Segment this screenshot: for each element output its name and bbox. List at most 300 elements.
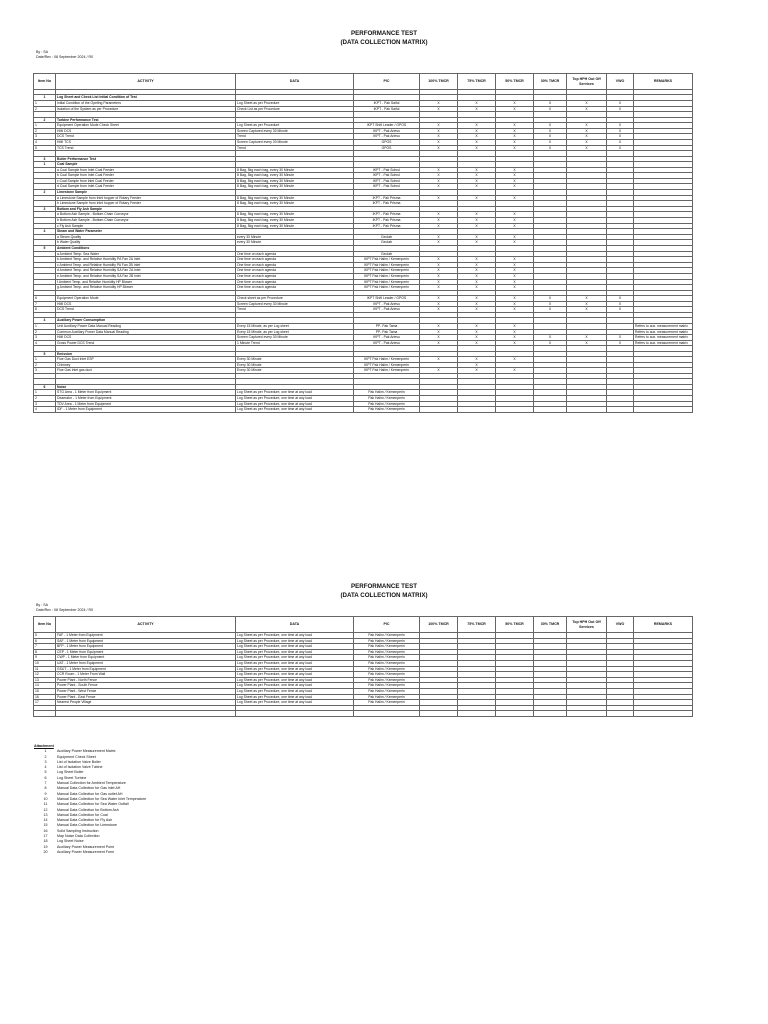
load-mark-cell: X	[534, 128, 567, 134]
attachment-number: 17	[43, 834, 48, 839]
data-cell: 8 Bag, 5kg each bag, every 30 Minute	[236, 212, 354, 218]
attachment-number: 11	[43, 802, 48, 807]
data-cell: 8 Bag, 5kg each bag, every 30 Minute	[236, 184, 354, 190]
load-mark-cell: X	[458, 268, 496, 274]
attachment-label: Manual Data Collection for Gas inlet AH	[57, 786, 121, 791]
activity-cell: e Ambient Temp. and Relative Humidity SA Fan 2B Inlet	[56, 273, 236, 279]
attachment-number: 9	[44, 791, 47, 796]
activity-cell: SAF - 1 Meter from Equipment	[56, 638, 236, 644]
data-cell: Every 30 Minute	[236, 368, 354, 374]
data-cell: Every 15 Minute, as per Log sheet	[236, 323, 354, 329]
load-mark-cell: X	[420, 167, 458, 173]
load-mark-cell: X	[420, 279, 458, 285]
activity-cell: BFP - 1 Meter from Equipment	[56, 644, 236, 650]
data-cell: Log Sheet as per Procedure, one time at any load	[236, 401, 354, 407]
pic-cell	[354, 711, 420, 716]
activity-cell: STG Area - 1 Meter from Equipment	[56, 390, 236, 396]
attachment-label: Manual Data Collection for Limestone	[57, 823, 117, 828]
data-cell: Log Sheet as per Procedure, one time at any load	[236, 700, 354, 706]
attachment-number: 4	[44, 765, 47, 770]
attachment-label: Manual Data Collection for Bottom Ash	[57, 807, 119, 812]
data-cell: 8 Bag, 5kg each bag, every 30 Minute	[236, 173, 354, 179]
activity-cell: d Coal Sample from Inlet Coal Feeder	[56, 184, 236, 190]
column-header: 100% TMCR	[420, 617, 458, 633]
activity-cell: FAF - 1 Meter from Equipment	[56, 633, 236, 639]
remarks-cell	[634, 407, 693, 413]
load-mark-cell: X	[458, 223, 496, 229]
load-mark-cell: X	[567, 340, 607, 346]
pic-cell: IKPT Pak Halim / Kemenperin	[354, 257, 420, 263]
attachment-label: Log Sheet Boiler	[57, 770, 84, 775]
attachment-label: Manual Data Collection for Gas outlet AH	[57, 791, 123, 796]
load-mark-cell: X	[607, 296, 634, 302]
attachment-number: 16	[43, 828, 48, 833]
load-mark-cell: X	[496, 301, 534, 307]
load-mark-cell: X	[420, 234, 458, 240]
data-cell: Log Sheet as per Procedure, one time at any load	[236, 633, 354, 639]
column-header: REMARKS	[634, 74, 693, 90]
load-mark-cell: X	[607, 335, 634, 341]
load-mark-cell	[420, 407, 458, 413]
pic-cell: Pak Halim / Kemenperin	[354, 666, 420, 672]
data-cell: every 30 Minute	[236, 234, 354, 240]
data-cell: Screen Captured every 30 Minute	[236, 335, 354, 341]
load-mark-cell: X	[420, 173, 458, 179]
pic-cell: Geolab	[354, 251, 420, 257]
load-mark-cell: X	[458, 307, 496, 313]
item-no-cell: 3	[34, 206, 56, 212]
item-no-cell: 5	[34, 633, 56, 639]
load-mark-cell: X	[458, 195, 496, 201]
load-mark-cell: X	[496, 100, 534, 106]
load-mark-cell: X	[534, 335, 567, 341]
load-mark-cell: X	[496, 145, 534, 151]
activity-cell: GSUT - 1 Meter from Equipment	[56, 666, 236, 672]
load-mark-cell: X	[458, 262, 496, 268]
attachment-number: 6	[44, 775, 47, 780]
load-mark-cell: X	[458, 139, 496, 145]
data-cell: Log Sheet as per Procedure, one time at any load	[236, 396, 354, 402]
load-mark-cell: X	[420, 268, 458, 274]
load-mark-cell: X	[458, 212, 496, 218]
data-cell: Screen Captured every 30 Minute	[236, 128, 354, 134]
column-header: 50% TMCR	[496, 74, 534, 90]
pic-cell: IKPT Pak Halim / Kemenperin	[354, 368, 420, 374]
load-mark-cell	[534, 711, 567, 716]
load-mark-cell: X	[458, 145, 496, 151]
pic-cell: Pak Halim / Kemenperin	[354, 644, 420, 650]
data-cell: Log Sheet as per Procedure, one time at any load	[236, 694, 354, 700]
pic-cell: Pak Halim / Kemenperin	[354, 638, 420, 644]
load-mark-cell: X	[567, 123, 607, 129]
load-mark-cell: X	[458, 301, 496, 307]
pic-cell: IKPT - Pak Sohrul	[354, 178, 420, 184]
activity-cell: IDF - 1 Meter from Equipment	[56, 407, 236, 413]
data-cell: Log Sheet as per Procedure, one time at any load	[236, 660, 354, 666]
data-cell: 8 Bag, 5kg each bag, every 30 Minute	[236, 167, 354, 173]
load-mark-cell: X	[420, 134, 458, 140]
load-mark-cell: X	[458, 173, 496, 179]
load-mark-cell: X	[496, 357, 534, 363]
item-no-cell: 2	[34, 362, 56, 368]
column-header: DATA	[236, 617, 354, 633]
load-mark-cell: X	[496, 268, 534, 274]
activity-cell: Equipment Operation Mode Check Sheet	[56, 123, 236, 129]
activity-cell: HMI DCS	[56, 128, 236, 134]
load-mark-cell: X	[458, 184, 496, 190]
item-no-cell: 2	[34, 329, 56, 335]
pic-cell: Pak Halim / Kemenperin	[354, 401, 420, 407]
item-no-cell: 13	[34, 677, 56, 683]
pic-cell: Geolab	[354, 234, 420, 240]
attachment-label: List of Isolation Valve Tubine	[57, 765, 103, 770]
matrix-page-2	[0, 582, 768, 705]
item-no-cell: 5	[34, 246, 56, 252]
item-no-cell: 1	[34, 357, 56, 363]
pic-cell: IKPT - Pak Ariesu	[354, 134, 420, 140]
attachment-label: Log Sheet Noise	[57, 839, 84, 844]
activity-cell: Common Auxiliary Power Data Manual Reading	[56, 329, 236, 335]
load-mark-cell: X	[567, 301, 607, 307]
column-header: 100% TMCR	[420, 74, 458, 90]
attachment-number: 3	[44, 759, 47, 764]
item-no-cell: 5	[34, 145, 56, 151]
load-mark-cell: X	[420, 218, 458, 224]
pic-cell: Pak Halim / Kemenperin	[354, 633, 420, 639]
pic-cell: IKPT - Pak Prisma	[354, 212, 420, 218]
activity-cell: d Ambient Temp. and Relative Humidity SA Fan 2A Inlet	[56, 268, 236, 274]
column-header: REMARKS	[634, 617, 693, 633]
item-no-cell: 5	[34, 351, 56, 357]
load-mark-cell: X	[458, 106, 496, 112]
data-cell: Every 30 Minute	[236, 357, 354, 363]
activity-cell: g Ambient Temp. and Relative Humidity HP Blower	[56, 285, 236, 291]
load-mark-cell	[534, 407, 567, 413]
load-mark-cell	[420, 711, 458, 716]
load-mark-cell	[458, 711, 496, 716]
item-no-cell: 1	[34, 100, 56, 106]
load-mark-cell: X	[420, 340, 458, 346]
activity-cell: Emission	[56, 351, 236, 357]
item-no-cell: 1	[34, 162, 56, 168]
activity-cell: Boiler Performance Test	[56, 156, 236, 162]
load-mark-cell: X	[496, 296, 534, 302]
item-no-cell: 2	[34, 190, 56, 196]
load-mark-cell: X	[458, 357, 496, 363]
load-mark-cell: X	[567, 100, 607, 106]
load-mark-cell: X	[420, 100, 458, 106]
load-mark-cell: X	[534, 100, 567, 106]
column-header: PIC	[354, 74, 420, 90]
load-mark-cell: X	[496, 240, 534, 246]
load-mark-cell: X	[496, 123, 534, 129]
attachment-list	[34, 744, 146, 855]
pic-cell: Pak Halim / Kemenperin	[354, 396, 420, 402]
load-mark-cell: X	[496, 234, 534, 240]
load-mark-cell: X	[496, 195, 534, 201]
load-mark-cell: X	[534, 134, 567, 140]
activity-cell: Equipment Operation Mode	[56, 296, 236, 302]
load-mark-cell	[458, 407, 496, 413]
activity-cell: Power Plant - West Fence	[56, 688, 236, 694]
column-header: 30% TMCR	[534, 617, 567, 633]
activity-cell: Auxiliary Power Consumption	[56, 318, 236, 324]
load-mark-cell: X	[420, 296, 458, 302]
data-cell: 1 Minute Trend	[236, 340, 354, 346]
item-no-cell: 2	[34, 106, 56, 112]
activity-cell: c Fly Ash Sample	[56, 223, 236, 229]
item-no-cell: 3	[34, 335, 56, 341]
pic-cell: IKPT - Pak Sohrul	[354, 167, 420, 173]
load-mark-cell: X	[496, 335, 534, 341]
load-mark-cell: X	[458, 123, 496, 129]
item-no-cell: 6	[34, 384, 56, 390]
table-header-row	[34, 74, 693, 90]
activity-cell: Chimney	[56, 362, 236, 368]
load-mark-cell: X	[607, 100, 634, 106]
data-cell: Log Sheet as per Procedure, one time at any load	[236, 683, 354, 689]
load-mark-cell: X	[496, 106, 534, 112]
data-cell: every 30 Minute	[236, 240, 354, 246]
load-mark-cell	[567, 407, 607, 413]
activity-cell: Power Plant - East Fence	[56, 694, 236, 700]
activity-cell: CCR Room - 1 Meter From Wall	[56, 672, 236, 678]
load-mark-cell: X	[567, 296, 607, 302]
pic-cell: IKPT - Pak Prisma	[354, 218, 420, 224]
activity-cell: UAT - 1 Meter from Equipment	[56, 660, 236, 666]
pic-cell: IKPT - Pak Saiful	[354, 100, 420, 106]
load-mark-cell: X	[458, 100, 496, 106]
data-cell: Log Sheet as per Procedure	[236, 100, 354, 106]
load-mark-cell: X	[458, 340, 496, 346]
load-mark-cell: X	[458, 273, 496, 279]
item-no-cell: 7	[34, 644, 56, 650]
attachment-number: 10	[43, 796, 48, 801]
data-cell: Log Sheet as per Procedure, one time at any load	[236, 638, 354, 644]
load-mark-cell: X	[420, 323, 458, 329]
attachment-number: 20	[43, 849, 48, 854]
item-no-cell: 3	[34, 134, 56, 140]
load-mark-cell: X	[458, 218, 496, 224]
activity-cell: Nearest People Village	[56, 700, 236, 706]
load-mark-cell: X	[458, 368, 496, 374]
attachment-label: List of Isolation Valve Boiler	[57, 759, 101, 764]
activity-cell: Flue Gas Inlet gas duct	[56, 368, 236, 374]
remarks-cell	[634, 711, 693, 716]
activity-cell	[56, 711, 236, 716]
date-rev-line: Date/Rev : 08 September 2024 / R0	[36, 608, 94, 612]
attachment-number: 2	[44, 754, 47, 759]
load-mark-cell: X	[420, 195, 458, 201]
data-cell: Check sheet as per Procedure	[236, 296, 354, 302]
pic-cell: IKPT Pak Halim / Kemenperin	[354, 362, 420, 368]
column-header: VWO	[607, 74, 634, 90]
activity-cell: Power Plant - South Fence	[56, 683, 236, 689]
load-mark-cell: X	[567, 139, 607, 145]
load-mark-cell: X	[458, 362, 496, 368]
data-cell: Log Sheet as per Procedure, one time at any load	[236, 644, 354, 650]
attachment-label: Manual Data Collection for Sea Water Inlet Temperature	[57, 796, 147, 801]
load-mark-cell: X	[534, 106, 567, 112]
item-no-cell: 6	[34, 638, 56, 644]
column-header: 50% TMCR	[496, 617, 534, 633]
item-no-cell: 4	[34, 139, 56, 145]
load-mark-cell: X	[458, 285, 496, 291]
column-header: ACTIVITY	[56, 617, 236, 633]
pic-cell: GPOS	[354, 139, 420, 145]
remarks-cell: Refers to aux. measurement matrix	[634, 335, 693, 341]
data-cell: Screen Captured every 30 Minute	[236, 301, 354, 307]
item-no-cell: 15	[34, 688, 56, 694]
activity-cell: TDV Area - 1 Meter from Equipment	[56, 401, 236, 407]
date-rev-line: Date/Rev : 08 September 2024 / R0	[36, 55, 94, 59]
data-cell: One time on each agenda	[236, 273, 354, 279]
load-mark-cell: X	[607, 307, 634, 313]
data-cell: Check List as per Procedure	[236, 106, 354, 112]
activity-cell: f Ambient Temp. and Relative Humidity HP Blower	[56, 279, 236, 285]
load-mark-cell: X	[496, 223, 534, 229]
load-mark-cell: X	[496, 178, 534, 184]
load-mark-cell: X	[458, 240, 496, 246]
attachment-number: 12	[43, 807, 48, 812]
load-mark-cell: X	[496, 212, 534, 218]
attachment-number: 13	[43, 812, 48, 817]
item-no-cell: 1	[34, 95, 56, 101]
item-no-cell: 3	[34, 401, 56, 407]
attachment-number: 18	[43, 839, 48, 844]
column-header: DATA	[236, 74, 354, 90]
activity-cell: b Coal Sample from Inlet Coal Feeder	[56, 173, 236, 179]
pic-cell: IKPT - Pak Ariesu	[354, 307, 420, 313]
load-mark-cell: X	[420, 212, 458, 218]
attachment-item	[34, 850, 146, 855]
item-no-cell: 1	[34, 390, 56, 396]
load-mark-cell: X	[420, 240, 458, 246]
pic-cell: Pak Halim / Kemenperin	[354, 688, 420, 694]
pic-cell: PP- Pak Tama	[354, 329, 420, 335]
activity-cell: Power Plant - North Fence	[56, 677, 236, 683]
data-cell: Trend	[236, 145, 354, 151]
load-mark-cell: X	[534, 139, 567, 145]
column-header: Item No	[34, 617, 56, 633]
activity-cell: Isolation of the System as per Procedure	[56, 106, 236, 112]
load-mark-cell	[607, 711, 634, 716]
load-mark-cell: X	[534, 296, 567, 302]
activity-cell: Unit Auxiliary Power Data Manual Reading	[56, 323, 236, 329]
activity-cell: b Ambient Temp. and Relative Humidity PA Fan 2A Inlet	[56, 257, 236, 263]
item-no-cell: 7	[34, 301, 56, 307]
load-mark-cell: X	[420, 285, 458, 291]
pic-cell: IKPT - Pak Prisma	[354, 195, 420, 201]
item-no-cell: 6	[34, 296, 56, 302]
item-no-cell: 4	[34, 318, 56, 324]
load-mark-cell: X	[496, 128, 534, 134]
pic-cell: IKPT Pak Halim / Kemenperin	[354, 268, 420, 274]
attachment-number: 1	[44, 749, 47, 754]
pic-cell: IKPT Pak Halim / Kemenperin	[354, 279, 420, 285]
activity-cell: Bottom and Fly Ash Sample	[56, 206, 236, 212]
activity-cell: Noise	[56, 384, 236, 390]
pic-cell: IKPT - Pak Prisma	[354, 201, 420, 207]
attachment-label: Manual Collection for Ambient Temperature	[57, 781, 126, 786]
load-mark-cell: X	[534, 307, 567, 313]
activity-cell: a Ambient Temp. Sea Water	[56, 251, 236, 257]
load-mark-cell: X	[567, 307, 607, 313]
load-mark-cell: X	[420, 262, 458, 268]
item-no-cell: 14	[34, 683, 56, 689]
pic-cell: IKPT - Pak Ariesu	[354, 301, 420, 307]
activity-cell: Steam and Water Parameter	[56, 229, 236, 235]
attachment-label: Log Sheet Turbine	[57, 775, 87, 780]
attachment-label: Manual Data Collection for Fly Ash	[57, 818, 113, 823]
attachment-label: Auxiliary Power Measurement Point	[57, 844, 114, 849]
attachment-number: 5	[44, 770, 47, 775]
data-collection-table	[33, 616, 693, 717]
attachment-heading: Attachment	[34, 744, 54, 748]
pic-cell: Pak Halim / Kemenperin	[354, 683, 420, 689]
table-row	[34, 407, 693, 413]
data-cell: Log Sheet as per Procedure, one time at any load	[236, 666, 354, 672]
activity-cell: c Ambient Temp. and Relative Humidity PA Fan 2B Inlet	[56, 262, 236, 268]
data-cell: 8 Bag, 5kg each bag, every 30 Minute	[236, 178, 354, 184]
item-no-cell: 8	[34, 307, 56, 313]
data-cell: One time on each agenda	[236, 285, 354, 291]
load-mark-cell: X	[420, 329, 458, 335]
load-mark-cell: X	[420, 178, 458, 184]
load-mark-cell	[607, 407, 634, 413]
activity-cell: Turbine Performance Test	[56, 117, 236, 123]
activity-cell: CEP - 1 Meter from Equipment	[56, 649, 236, 655]
load-mark-cell: X	[496, 167, 534, 173]
data-cell: One time on each agenda	[236, 262, 354, 268]
load-mark-cell: X	[534, 145, 567, 151]
data-cell: Log Sheet as per Procedure, one time at any load	[236, 677, 354, 683]
data-cell: One time on each agenda	[236, 268, 354, 274]
load-mark-cell: X	[458, 329, 496, 335]
data-cell: Trend	[236, 307, 354, 313]
data-cell: Log Sheet as per Procedure, one time at any load	[236, 390, 354, 396]
activity-cell: TCS Trend	[56, 145, 236, 151]
pic-cell: Pak Halim / Kemenperin	[354, 649, 420, 655]
pic-cell: IKPT - Pak Ariesu	[354, 335, 420, 341]
activity-cell: Deaerator - 1 Meter from Equipment	[56, 396, 236, 402]
item-no-cell: 4	[34, 407, 56, 413]
item-no-cell: 2	[34, 128, 56, 134]
load-mark-cell: X	[607, 145, 634, 151]
load-mark-cell: X	[496, 285, 534, 291]
table-row	[34, 711, 693, 716]
load-mark-cell	[496, 711, 534, 716]
pic-cell: PP- Pak Tama	[354, 323, 420, 329]
load-mark-cell: X	[534, 123, 567, 129]
load-mark-cell: X	[534, 340, 567, 346]
document-subtitle: (DATA COLLECTION MATRIX)	[340, 39, 428, 46]
column-header: 75% TMCR	[458, 617, 496, 633]
load-mark-cell: X	[420, 184, 458, 190]
load-mark-cell: X	[607, 134, 634, 140]
activity-cell: Coal Sample	[56, 162, 236, 168]
pic-cell: Pak Halim / Kemenperin	[354, 694, 420, 700]
load-mark-cell	[496, 407, 534, 413]
load-mark-cell: X	[496, 273, 534, 279]
data-cell: Screen Captured every 30 Minute	[236, 139, 354, 145]
pic-cell: IKPT Pak Halim / Kemenperin	[354, 262, 420, 268]
load-mark-cell: X	[420, 123, 458, 129]
item-no-cell: 10	[34, 660, 56, 666]
item-no-cell: 12	[34, 672, 56, 678]
pic-cell: IKPT - Pak Sohrul	[354, 173, 420, 179]
load-mark-cell: X	[567, 134, 607, 140]
